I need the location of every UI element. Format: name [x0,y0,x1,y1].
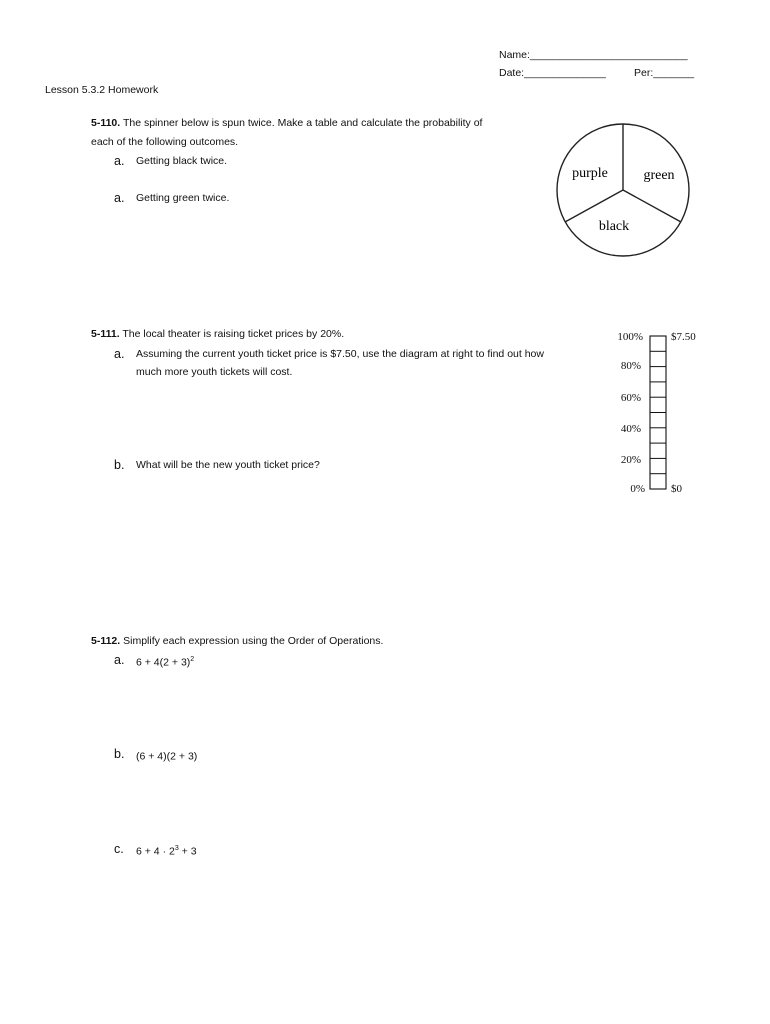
expr-main: 6 + 4(2 + 3) [136,656,191,669]
percent-label-0: 0% [630,483,645,495]
problem-5-110-prompt [91,118,482,129]
expression-b [136,750,197,762]
expr-tail: + 3 [178,845,197,858]
item-text: Getting green twice. [136,192,230,204]
item-marker: c. [114,842,124,856]
spinner-label-green: green [643,168,675,183]
lesson-title: Lesson 5.3.2 Homework [45,84,159,96]
expression-a [136,656,194,668]
percent-label-80: 80% [620,360,641,372]
percent-label-100: 100% [617,331,643,343]
problem-number: 5-112. [91,635,121,647]
prompt-text: The spinner below is spun twice. Make a table and calculate the probability of [122,117,483,129]
price-label-top: $7.50 [671,331,696,343]
problem-5-112-prompt [91,636,383,647]
item-marker: a. [114,191,125,205]
percent-label-40: 40% [620,423,641,435]
problem-number: 5-111. [91,328,120,340]
spinner-diagram [556,122,690,258]
item-marker: b. [114,458,125,472]
item-text-cont: much more youth tickets will cost. [136,366,293,378]
spinner-label-black: black [598,219,630,234]
prompt-text: The local theater is raising ticket prices by 20%. [122,328,345,340]
item-marker: a. [114,347,125,361]
expr-main: 6 + 4 · 2 [136,845,175,858]
item-text: Getting black twice. [136,155,228,167]
item-marker: a. [114,154,125,168]
item-text: What will be the new youth ticket price? [136,459,320,471]
percent-label-20: 20% [620,454,641,466]
problem-number: 5-110. [91,117,121,129]
percent-label-60: 60% [620,392,641,404]
expr-main: (6 + 4)(2 + 3) [136,750,198,763]
name-field[interactable]: Name:___________________________ [499,49,688,61]
item-text: Assuming the current youth ticket price is $7.50, use the diagram at right to find out how [136,348,544,360]
percent-bar-diagram [600,326,710,496]
prompt-text: Simplify each expression using the Order of Operations. [123,635,384,647]
date-field[interactable]: Date:______________ [499,67,606,79]
period-field[interactable]: Per:_______ [634,67,695,79]
expression-c [136,845,197,857]
item-marker: a. [114,653,125,667]
expr-exponent: 2 [190,656,195,663]
problem-5-111-prompt [91,329,344,340]
item-marker: b. [114,747,125,761]
price-label-bottom: $0 [671,483,682,495]
expr-exponent: 3 [174,845,179,852]
spinner-label-purple: purple [572,166,608,181]
problem-5-110-prompt-cont: each of the following outcomes. [91,136,239,148]
